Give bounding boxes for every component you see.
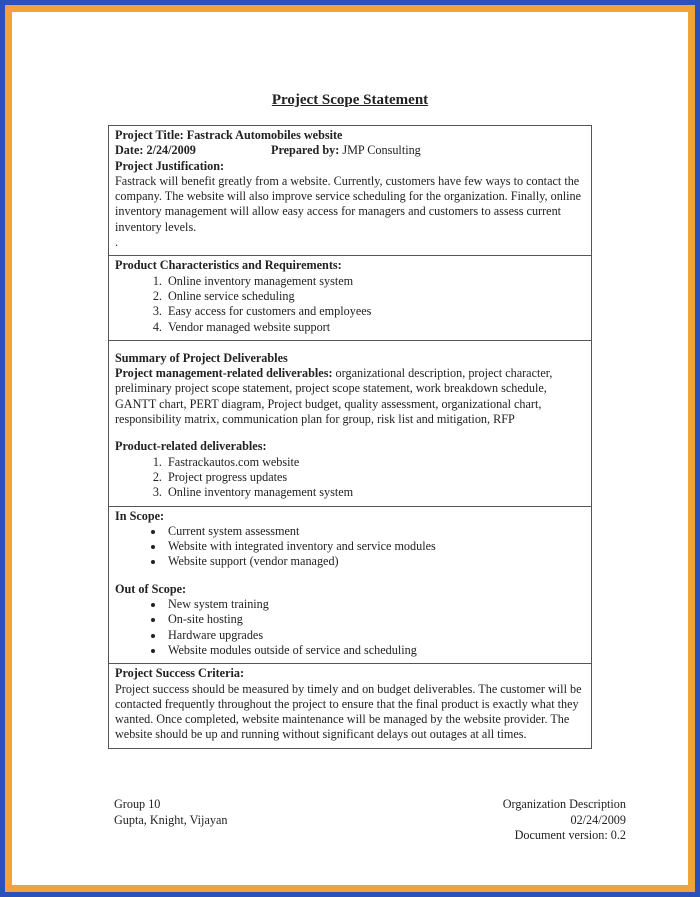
out-scope-heading: Out of Scope: [115, 581, 187, 596]
list-item: • Current system assessment [165, 524, 585, 539]
date-prepared-line [115, 143, 585, 158]
list-item: • Website support (vendor managed) [165, 554, 585, 569]
date-value: 2/24/2009 [146, 143, 196, 158]
success-text: Project success should be measured by timely and on budget deliverables. The customer will be contacted frequently throughout the project to ensure that the final product is exactly what they wanted. Once completed, website maintenance will be managed by the website provider. The website should be up and running without significant delays out outages at all times. [115, 681, 582, 742]
deliverables-section [109, 341, 591, 507]
list-item: 1. Online inventory management system [165, 274, 585, 289]
footer-doc-title: Organization Description [502, 797, 626, 811]
spacer [115, 343, 585, 351]
footer-doc-date: 02/24/2009 [570, 812, 626, 827]
date-label: Date: [115, 143, 144, 158]
justification-heading: Project Justification: [115, 158, 225, 173]
prepared-label: Prepared by: [271, 143, 340, 158]
footer-members: Gupta, Knight, Vijayan [114, 812, 228, 827]
list-item: • Hardware upgrades [165, 628, 585, 643]
list-item: • On-site hosting [165, 612, 585, 627]
project-title-line [115, 128, 585, 143]
product-deliverables-heading: Product-related deliverables: [115, 439, 267, 454]
header-section [109, 126, 591, 256]
justification-text: Fastrack will benefit greatly from a website. Currently, customers have few ways to contact the company. The website will also improve service scheduling for the organization. Finally, online inventory management will allow easy access for managers and customers to assess current inventory levels. [115, 173, 582, 234]
footer-right [420, 797, 626, 844]
list-item: 3. Easy access for customers and employees [165, 304, 585, 319]
prepared-field [271, 143, 421, 158]
scope-table [108, 125, 592, 749]
footer-left [114, 797, 227, 828]
project-title-value: Fastrack Automobiles website [186, 128, 343, 142]
pm-deliverables-text: organizational description, project character, preliminary project scope statement, project scope statement, work breakdown schedule, GANTT chart, PERT diagram, Project budget, quality assessment, organizational chart, responsibility matrix, communication plan for group, risk list and mitigation, RFP [115, 366, 553, 427]
list-item: 2. Online service scheduling [165, 289, 585, 304]
footer-doc-version: Document version: 0.2 [514, 828, 626, 842]
list-item: • Website with integrated inventory and service modules [165, 539, 585, 554]
list-item: 3. Online inventory management system [165, 485, 585, 500]
characteristics-section [109, 256, 591, 340]
spacer [115, 570, 585, 582]
pm-deliverables-label: Project management-related deliverables: [115, 366, 333, 381]
in-scope-list [115, 524, 585, 570]
in-scope-heading: In Scope: [115, 508, 165, 523]
characteristics-list [115, 274, 585, 335]
pm-deliverables [115, 366, 585, 427]
deliverables-heading: Summary of Project Deliverables [115, 350, 288, 365]
characteristics-heading: Product Characteristics and Requirements: [115, 258, 342, 273]
success-heading: Project Success Criteria: [115, 666, 245, 681]
scope-section [109, 507, 591, 665]
list-item: 2. Project progress updates [165, 470, 585, 485]
out-scope-list [115, 597, 585, 658]
list-item: • Website modules outside of service and scheduling [165, 643, 585, 658]
product-deliverables-list [115, 455, 585, 501]
page-title: Project Scope Statement [271, 92, 429, 108]
project-title-label: Project Title: [115, 128, 184, 142]
footer-group: Group 10 [114, 797, 161, 811]
justification-trailing: . [115, 235, 119, 250]
list-item: • New system training [165, 597, 585, 612]
list-item: 1. Fastrackautos.com website [165, 455, 585, 470]
success-section [109, 664, 591, 747]
spacer [115, 427, 585, 439]
list-item: 4. Vendor managed website support [165, 320, 585, 335]
prepared-value: JMP Consulting [342, 143, 421, 158]
date-field [115, 143, 271, 158]
